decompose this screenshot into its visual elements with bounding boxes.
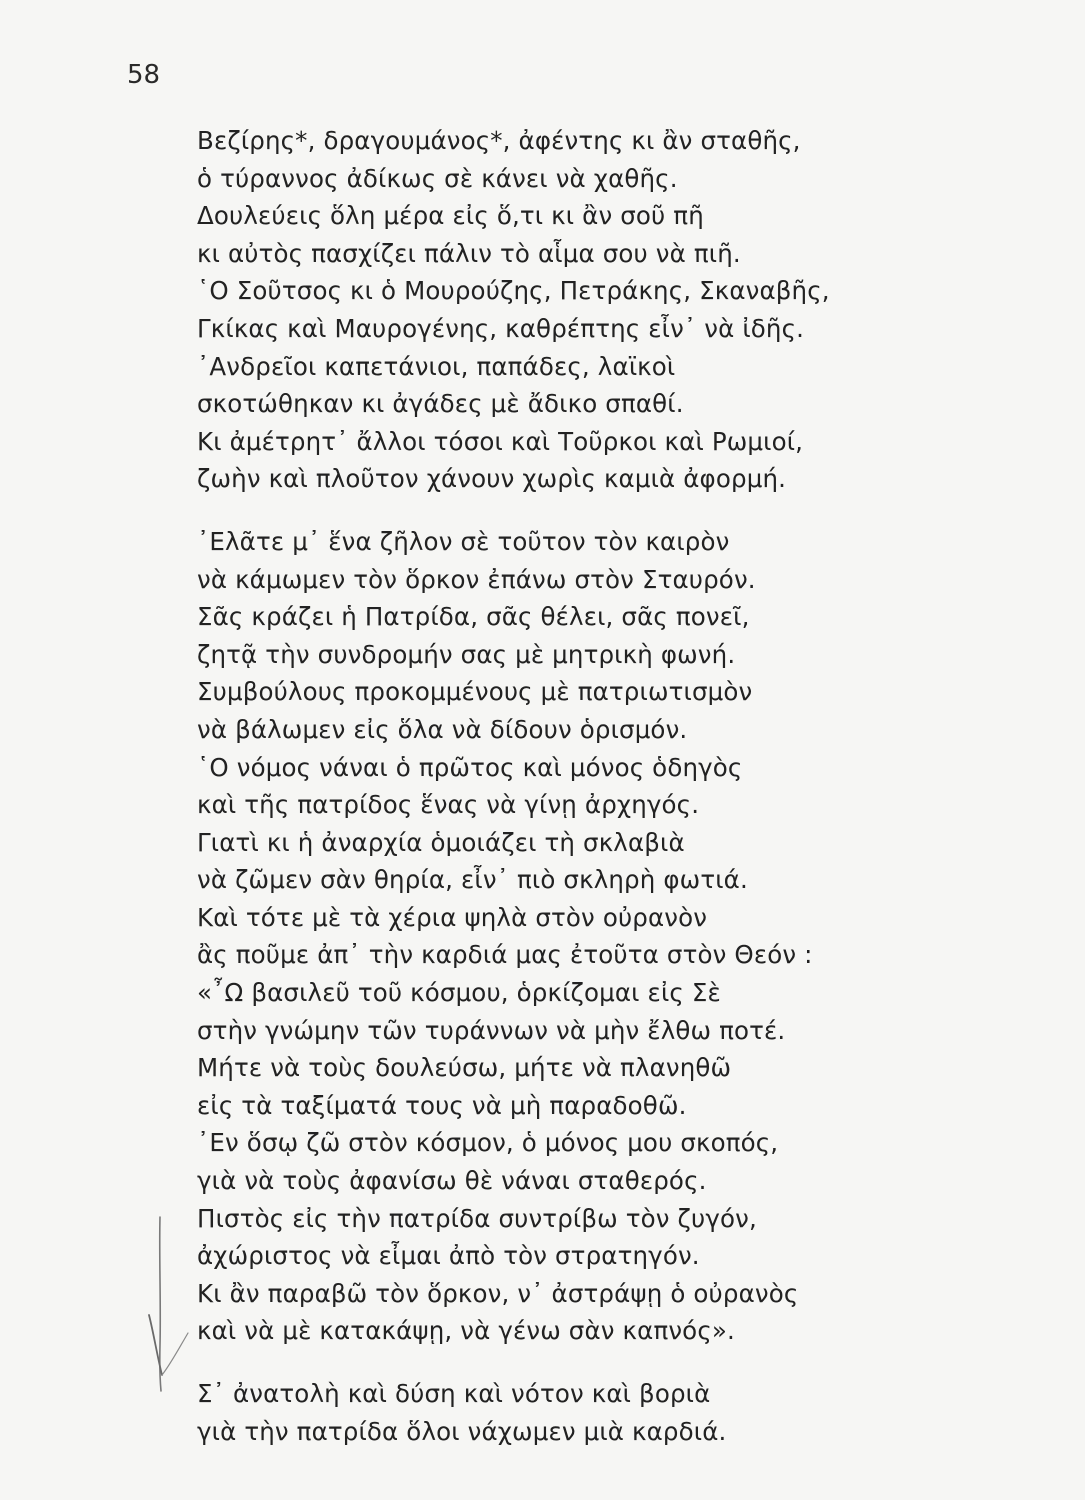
poem-line: ῾Ο νόμος νάναι ὁ πρῶτος καὶ μόνος ὁδηγὸς bbox=[197, 752, 743, 782]
stanza-1 bbox=[197, 122, 937, 498]
poem-line: ἀχώριστος νὰ εἶμαι ἀπὸ τὸν στρατηγόν. bbox=[197, 1241, 700, 1271]
poem-line: γιὰ τὴν πατρίδα ὅλοι νάχωμεν μιὰ καρδιά. bbox=[197, 1416, 727, 1446]
poem-line: Γιατὶ κι ἡ ἀναρχία ὁμοιάζει τὴ σκλαβιὰ bbox=[197, 827, 685, 857]
poem-line: Κι ἂν παραβῶ τὸν ὅρκον, ν᾽ ἀστράψῃ ὁ οὐρανὸς bbox=[197, 1278, 799, 1308]
poem-line: σκοτώθηκαν κι ἀγάδες μὲ ἄδικο σπαθί. bbox=[197, 389, 684, 419]
pencil-margin-mark-icon bbox=[148, 1215, 198, 1395]
poem-line: Μήτε νὰ τοὺς δουλεύσω, μήτε νὰ πλανηθῶ bbox=[197, 1053, 732, 1083]
poem-line: νὰ ζῶμεν σὰν θηρία, εἶν᾽ πιὸ σκληρὴ φωτιά. bbox=[197, 865, 748, 895]
poem-line: «῏Ω βασιλεῦ τοῦ κόσμου, ὁρκίζομαι εἰς Σὲ bbox=[197, 978, 721, 1008]
poem bbox=[197, 122, 937, 1450]
poem-line: Δουλεύεις ὅλη μέρα εἰς ὅ,τι κι ἂν σοῦ πῆ bbox=[197, 201, 704, 231]
poem-line: στὴν γνώμην τῶν τυράννων νὰ μὴν ἔλθω ποτέ. bbox=[197, 1015, 786, 1045]
poem-line: ῾Ο Σοῦτσος κι ὁ Μουρούζης, Πετράκης, Σκαναβῆς, bbox=[197, 276, 830, 306]
page-number: 58 bbox=[127, 60, 161, 90]
poem-line: καὶ νὰ μὲ κατακάψῃ, νὰ γένω σὰν καπνός». bbox=[197, 1316, 735, 1346]
poem-line: ζητᾷ τὴν συνδρομήν σας μὲ μητρικὴ φωνή. bbox=[197, 639, 736, 669]
poem-line: καὶ τῆς πατρίδος ἕνας νὰ γίνῃ ἀρχηγός. bbox=[197, 790, 700, 820]
poem-line: ᾽Εν ὅσῳ ζῶ στὸν κόσμον, ὁ μόνος μου σκοπός, bbox=[197, 1128, 779, 1158]
poem-line: ᾽Ελᾶτε μ᾽ ἕνα ζῆλον σὲ τοῦτον τὸν καιρὸν bbox=[197, 526, 730, 556]
stanza-3 bbox=[197, 1375, 937, 1450]
stanza-2 bbox=[197, 523, 937, 1350]
poem-line: Συμβούλους προκομμένους μὲ πατριωτισμὸν bbox=[197, 677, 753, 707]
stanza-spacer bbox=[197, 498, 937, 523]
poem-line: νὰ κάμωμεν τὸν ὅρκον ἐπάνω στὸν Σταυρόν. bbox=[197, 564, 756, 594]
poem-line: ὁ τύραννος ἀδίκως σὲ κάνει νὰ χαθῆς. bbox=[197, 163, 678, 193]
poem-line: Σᾶς κράζει ἡ Πατρίδα, σᾶς θέλει, σᾶς πονεῖ, bbox=[197, 602, 750, 632]
poem-line: γιὰ νὰ τοὺς ἀφανίσω θὲ νάναι σταθερός. bbox=[197, 1166, 707, 1196]
poem-line: Καὶ τότε μὲ τὰ χέρια ψηλὰ στὸν οὐρανὸν bbox=[197, 902, 708, 932]
poem-line: ᾽Ανδρεῖοι καπετάνιοι, παπάδες, λαϊκοὶ bbox=[197, 351, 676, 381]
poem-line: νὰ βάλωμεν εἰς ὅλα νὰ δίδουν ὁρισμόν. bbox=[197, 714, 688, 744]
poem-line: ζωὴν καὶ πλοῦτον χάνουν χωρὶς καμιὰ ἀφορμή. bbox=[197, 464, 787, 494]
poem-line: ἂς ποῦμε ἀπ᾽ τὴν καρδιά μας ἐτοῦτα στὸν Θεόν : bbox=[197, 940, 813, 970]
poem-line: κι αὐτὸς πασχίζει πάλιν τὸ αἷμα σου νὰ πιῆ. bbox=[197, 238, 741, 268]
poem-line: Βεζίρης*, δραγουμάνος*, ἀφέντης κι ἂν σταθῆς, bbox=[197, 126, 801, 155]
poem-line: εἰς τὰ ταξίματά τους νὰ μὴ παραδοθῶ. bbox=[197, 1090, 687, 1120]
poem-line: Κι ἀμέτρητ᾽ ἄλλοι τόσοι καὶ Τοῦρκοι καὶ Ρωμιοί, bbox=[197, 426, 804, 456]
poem-line: Γκίκας καὶ Μαυρογένης, καθρέπτης εἶν᾽ νὰ ἰδῆς. bbox=[197, 313, 805, 343]
poem-line: Σ᾽ ἀνατολὴ καὶ δύση καὶ νότον καὶ βοριὰ bbox=[197, 1379, 711, 1408]
stanza-spacer bbox=[197, 1350, 937, 1375]
poem-line: Πιστὸς εἰς τὴν πατρίδα συντρίβω τὸν ζυγόν, bbox=[197, 1203, 757, 1233]
